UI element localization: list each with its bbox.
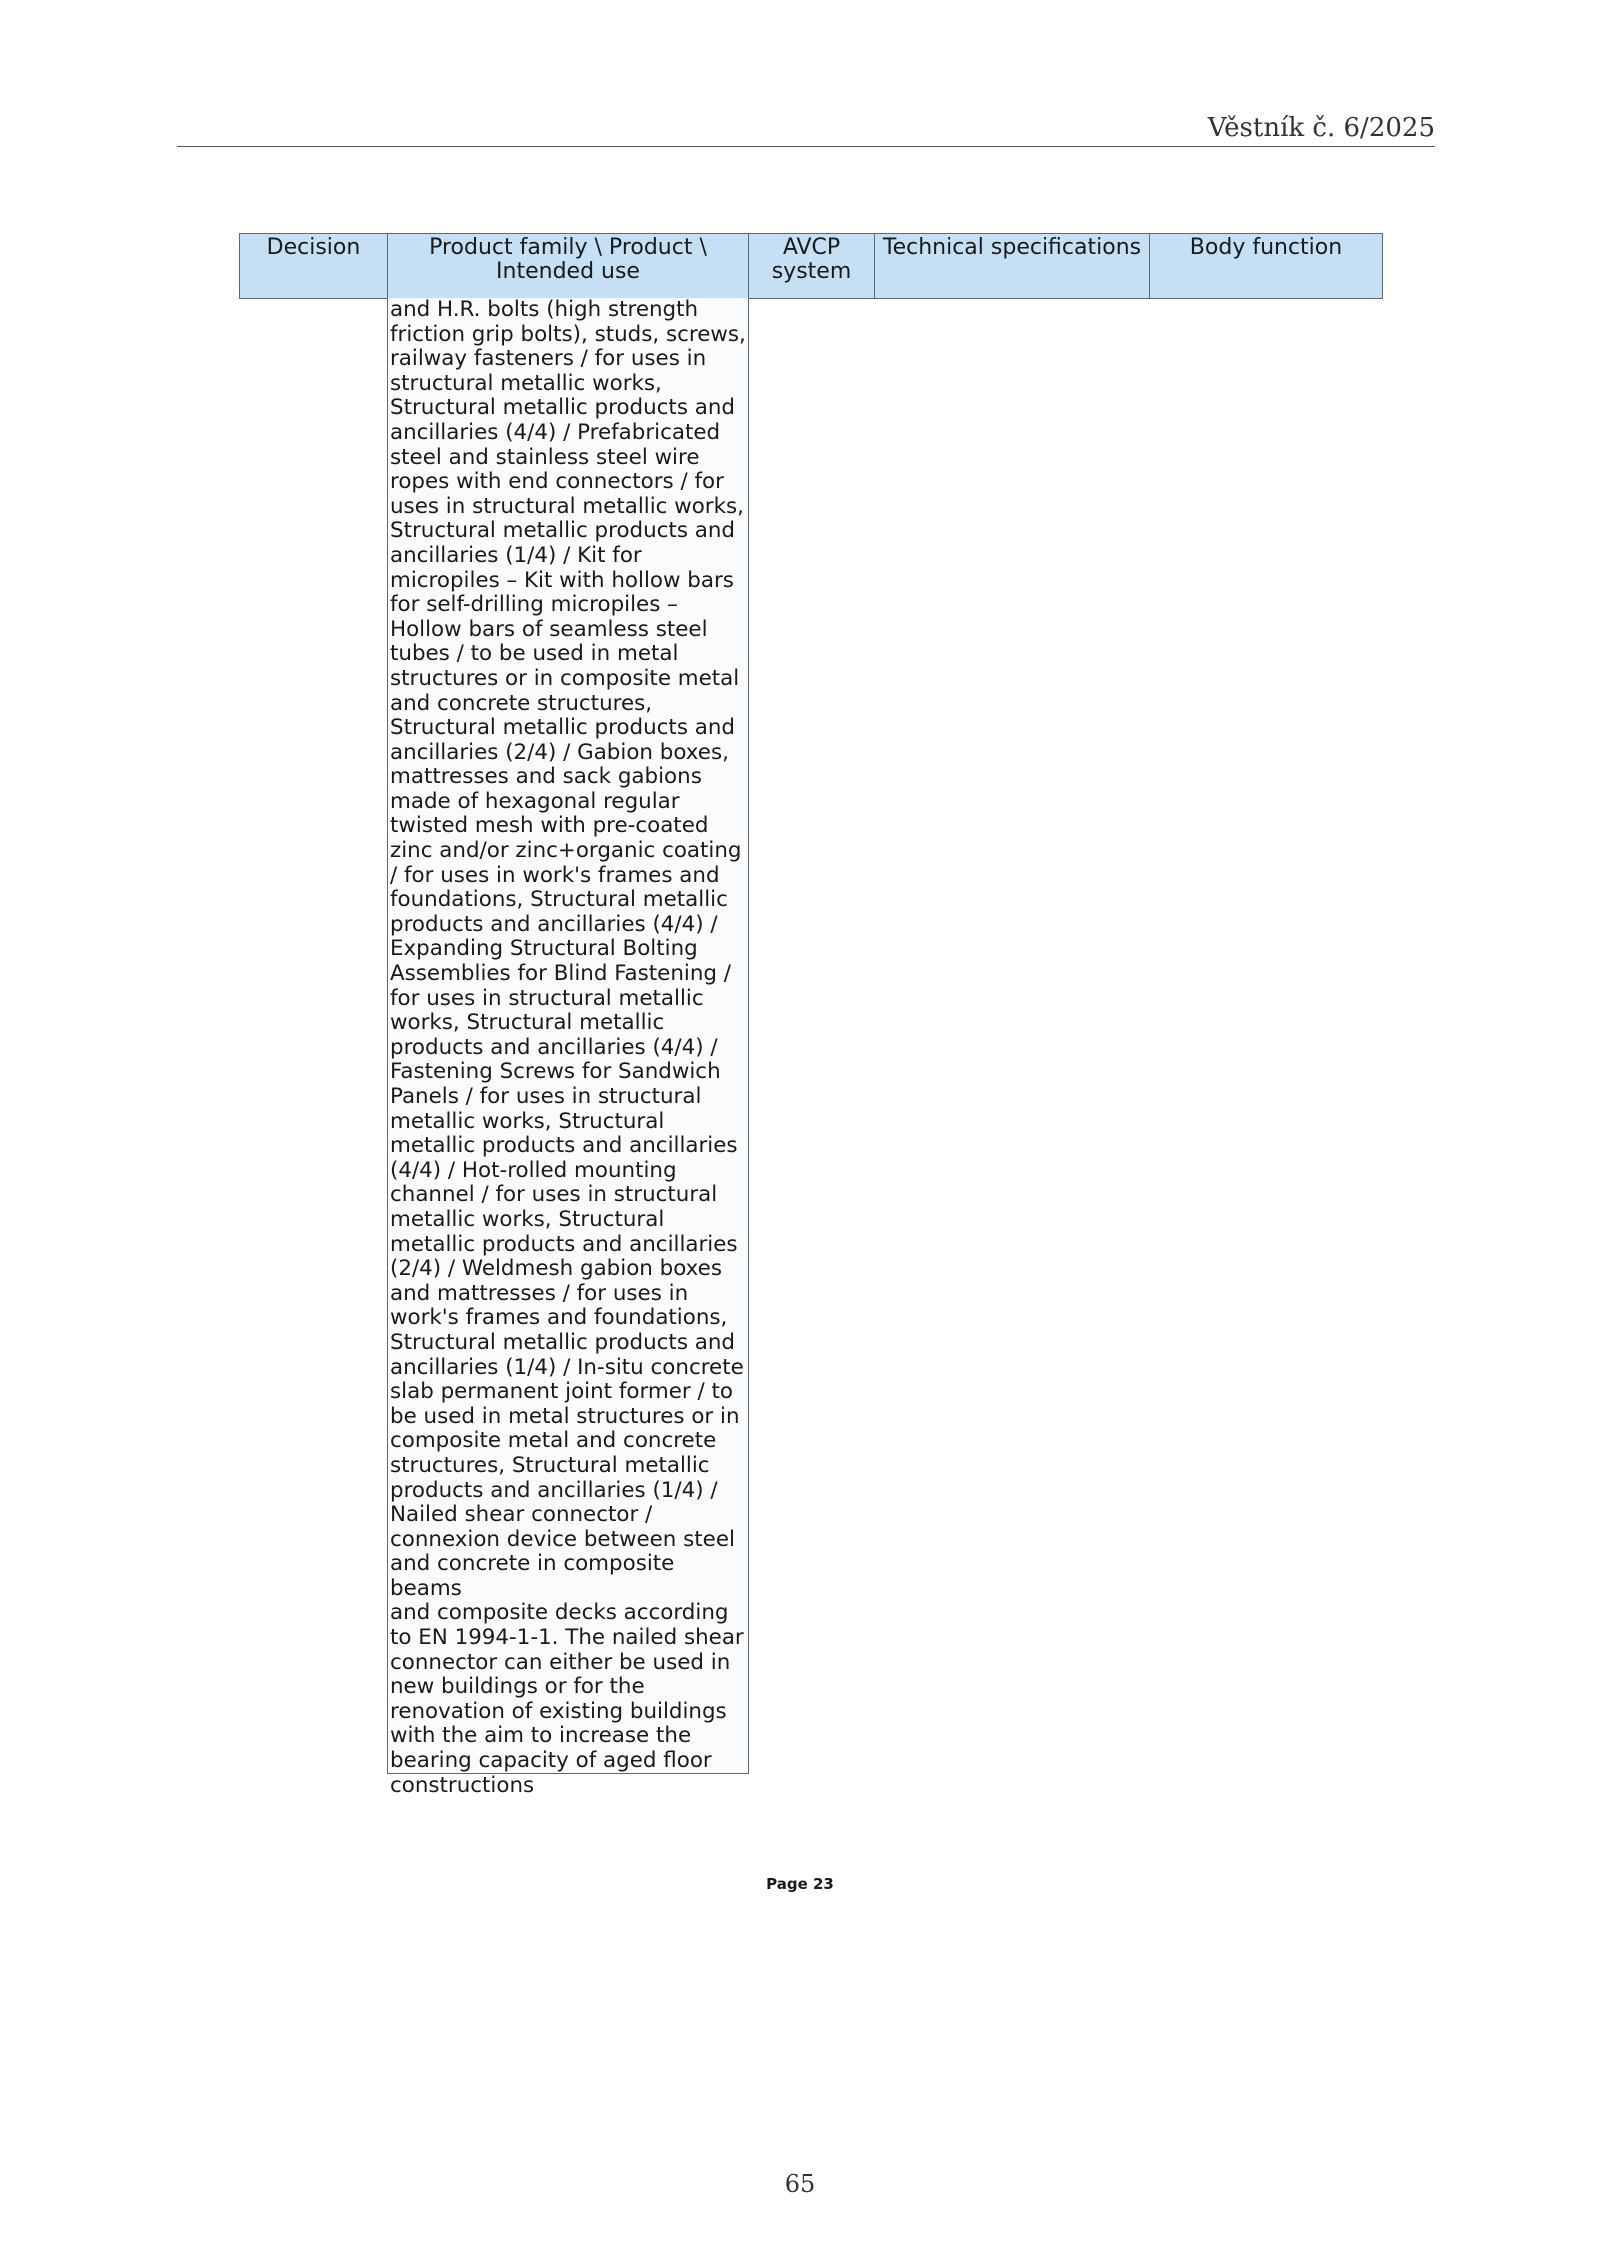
page-label: Page 23 xyxy=(766,1875,834,1893)
journal-issue-header: Věstník č. 6/2025 xyxy=(1207,113,1435,143)
column-header-body-function: Body function xyxy=(1149,233,1383,299)
product-family-cell: and H.R. bolts (high strength friction grip bolts), studs, screws, railway fasteners / for uses in structural metallic works, Structural metallic products and ancillaries (4/4) / Prefabricated steel and stainless steel wire ropes with end connectors / for uses in structural metallic works, Structural metallic products and ancillaries (1/4) / Kit for micropiles – Kit with hollow bars for self-drilling micropiles – Hollow bars of seamless steel tubes / to be used in metal structures or in composite metal and concrete structures, Structural metallic products and ancillaries (2/4) / Gabion boxes, mattresses and sack gabions made of hexagonal regular twisted mesh with pre-coated zinc and/or zinc+organic coating / for uses in work's frames and foundations, Structural metallic products and ancillaries (4/4) / Expanding Structural Bolting Assemblies for Blind Fastening / for uses in structural metallic works, Structural metallic products and ancillaries (4/4) / Fastening Screws for Sandwich Panels / for uses in structural metallic works, Structural metallic products and ancillaries (4/4) / Hot-rolled mounting channel / for uses in structural metallic works, Structural metallic products and ancillaries (2/4) / Weldmesh gabion boxes and mattresses / for uses in work's frames and foundations, Structural metallic products and ancillaries (1/4) / In-situ concrete slab permanent joint former / to be used in metal structures or in composite metal and concrete structures, Structural metallic products and ancillaries (1/4) / Nailed shear connector / connexion device between steel and concrete in composite beams and composite decks according to EN 1994-1-1. The nailed shear connector can either be used in new buildings or for the renovation of existing buildings with the aim to increase the bearing capacity of aged floor constructions xyxy=(387,298,749,1774)
column-header-avcp: AVCP system xyxy=(748,233,875,299)
column-header-product: Product family \ Product \ Intended use xyxy=(387,233,749,299)
page-number: 65 xyxy=(784,2170,816,2198)
column-header-decision: Decision xyxy=(239,233,388,299)
column-header-technical-specifications: Technical specifications xyxy=(874,233,1150,299)
header-rule xyxy=(177,146,1435,147)
